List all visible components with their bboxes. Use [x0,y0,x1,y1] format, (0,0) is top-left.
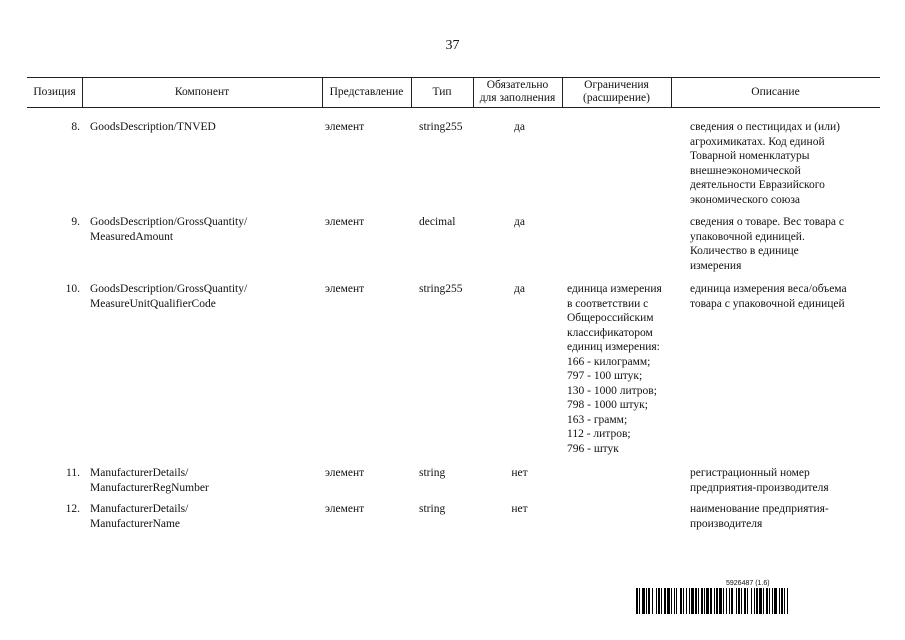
barcode-bar [772,588,773,614]
row-component: GoodsDescription/GrossQuantity/ MeasuredAmount [90,216,248,243]
row-restrictions: единица измерения в соответствии с Общероссийским классификатором единиц измерения: 166 - килограмм; 797 - 100 штук; 130 - 1000 литров; 798 - 1000 штук; 163 - грамм; 112 - литров; 796 - штук [567,283,662,455]
barcode-bar [683,588,684,614]
header-component: Компонент [174,85,230,98]
row-description: наименование предприятия- производителя [690,503,829,530]
row-required: да [514,216,525,228]
row-position: 9. [71,216,80,228]
barcode-bar [736,588,737,614]
row-type: decimal [419,216,456,228]
barcode-bar [646,588,647,614]
barcode-bar [787,588,788,614]
row-component: GoodsDescription/TNVED [90,121,216,133]
barcode [636,580,856,616]
barcode-bar [747,588,748,614]
row-representation: элемент [325,283,365,295]
barcode-bar [674,588,675,614]
header-description: Описание [751,85,800,98]
barcode-bar [648,588,650,614]
barcode-bar [731,588,733,614]
row-required: да [514,283,525,295]
row-description: единица измерения веса/объема товара с упаковочной единицей [690,283,847,310]
row-position: 8. [71,121,80,133]
barcode-bar [784,588,785,614]
barcode-bar [695,588,697,614]
barcode-bar [691,588,694,614]
barcode-bar [779,588,780,614]
barcode-bar [741,588,742,614]
barcode-bar [716,588,718,614]
row-component: ManufacturerDetails/ ManufacturerRegNumber [90,467,209,494]
row-description: регистрационный номер предприятия-производителя [690,467,829,494]
row-representation: элемент [325,216,365,228]
barcode-bar [766,588,768,614]
barcode-bar [726,588,727,614]
row-required: нет [511,503,528,515]
barcode-bar [658,588,660,614]
barcode-bar [701,588,703,614]
header-bottom-rule [27,107,880,108]
row-type: string [419,503,446,515]
barcode-bar [706,588,709,614]
header-position: Позиция [33,85,76,98]
row-required: нет [511,467,528,479]
row-position: 11. [66,467,80,479]
barcode-bar [744,588,746,614]
barcode-bar [769,588,770,614]
barcode-bar [719,588,722,614]
header-representation: Представление [329,85,404,98]
row-description: сведения о товаре. Вес товара с упаковочной единицей. Количество в единице измерения [690,216,844,272]
barcode-bar [704,588,705,614]
row-representation: элемент [325,503,365,515]
row-component: GoodsDescription/GrossQuantity/ MeasureUnitQualifierCode [90,283,248,310]
barcode-bar [698,588,699,614]
row-required: да [514,121,525,133]
barcode-bar [723,588,724,614]
barcode-number: 5926487 (1.6) [726,580,770,587]
header-type: Тип [432,85,452,98]
barcode-bar [751,588,752,614]
header-required: Обязательно для заполнения [479,79,556,104]
barcode-bar [714,588,715,614]
row-position: 10. [65,283,80,295]
barcode-bar [656,588,657,614]
barcode-bar [636,588,638,614]
row-position: 12. [65,503,80,515]
barcode-bar [774,588,777,614]
row-type: string255 [419,121,463,133]
barcode-bar [686,588,687,614]
row-representation: элемент [325,467,365,479]
barcode-bar [781,588,783,614]
header-restrictions: Ограничения (расширение) [583,79,650,104]
barcode-bar [661,588,662,614]
barcode-bar [759,588,762,614]
row-description: сведения о пестицидах и (или) агрохимикатах. Код единой Товарной номенклатуры внешнеэкономической деятельности Евразийского экономического союза [690,121,840,206]
barcode-bar [676,588,677,614]
barcode-bar [667,588,670,614]
barcode-bar [763,588,764,614]
page-number: 37 [445,38,460,53]
row-representation: элемент [325,121,365,133]
barcode-bar [680,588,682,614]
barcode-bar [664,588,666,614]
row-type: string [419,467,446,479]
barcode-bar [710,588,712,614]
barcode-bar [738,588,740,614]
barcode-bar [671,588,672,614]
row-component: ManufacturerDetails/ ManufacturerName [90,503,189,530]
barcode-bar [652,588,653,614]
barcode-bar [754,588,755,614]
barcode-bar [642,588,645,614]
row-type: string255 [419,283,463,295]
barcode-bar [689,588,690,614]
barcode-bar [729,588,730,614]
barcode-bar [639,588,640,614]
barcode-bars [636,588,856,614]
barcode-bar [756,588,758,614]
